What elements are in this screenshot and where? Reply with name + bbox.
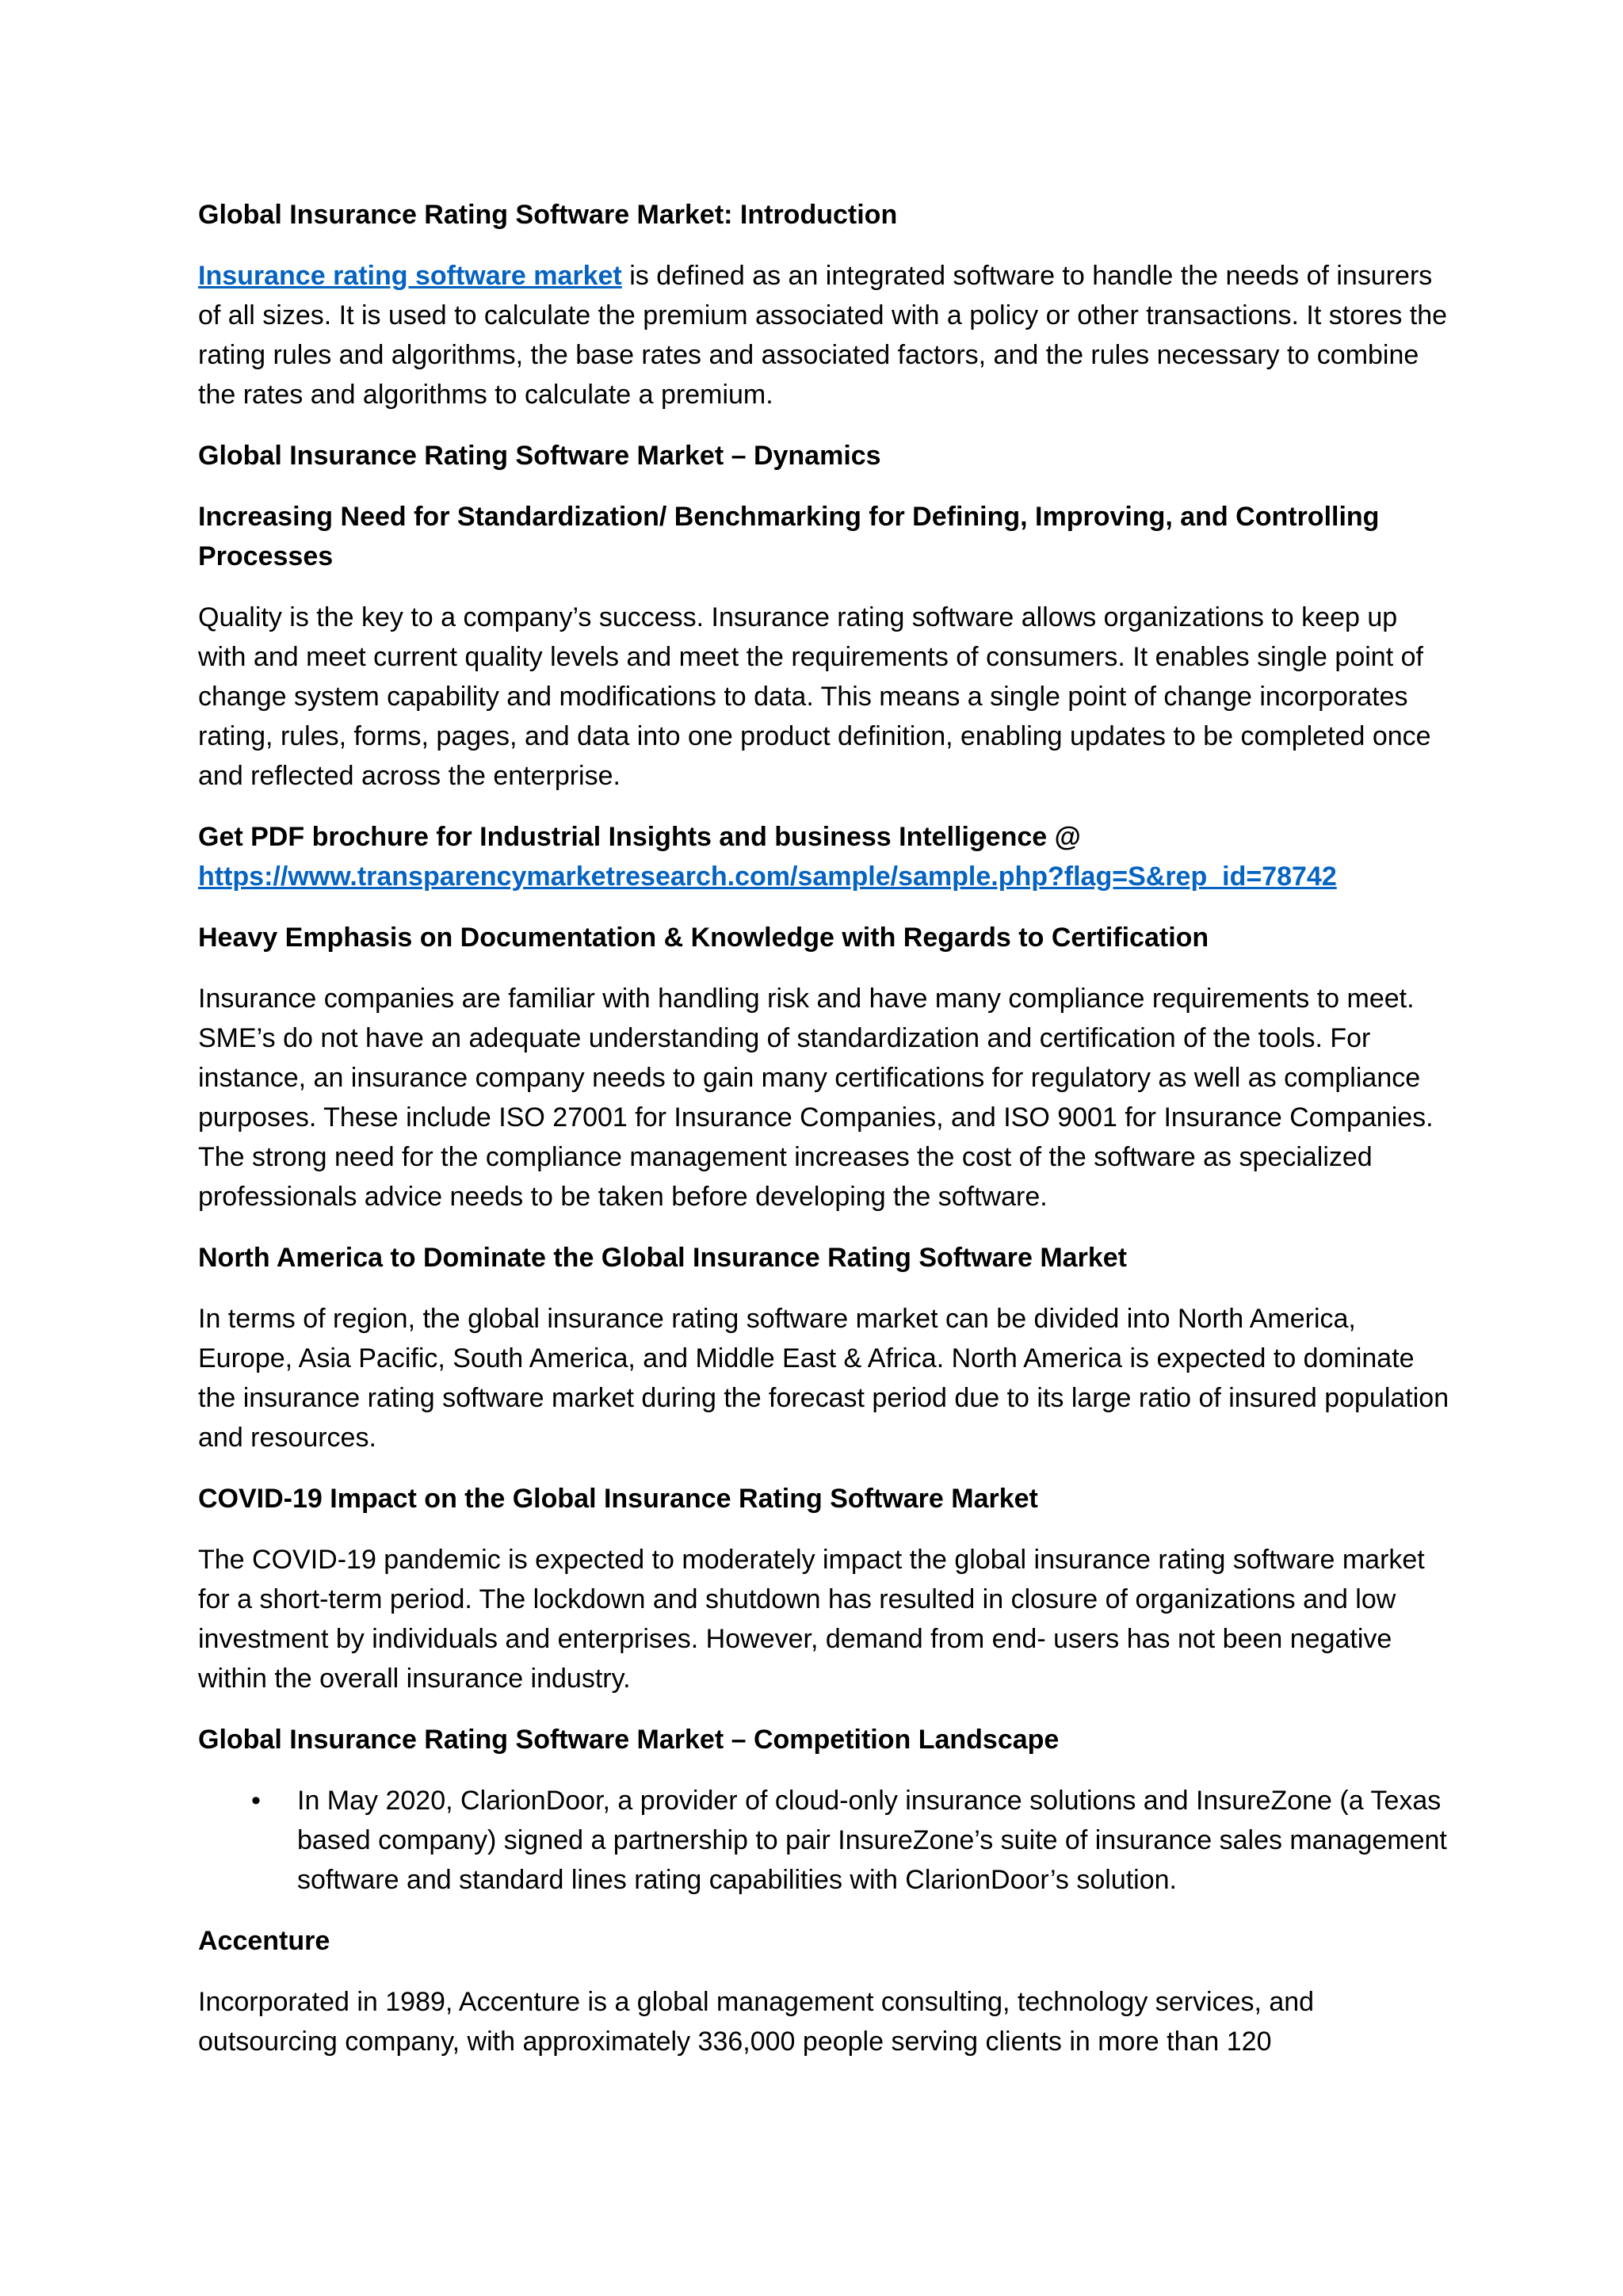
brochure-paragraph (198, 817, 1450, 896)
certification-heading: Heavy Emphasis on Documentation & Knowledge with Regards to Certification (198, 923, 1209, 953)
document-body (198, 195, 1450, 2083)
accenture-paragraph: Incorporated in 1989, Accenture is a global management consulting, technology services, and outsourcing company, with approximately 336,000 people serving clients in more than 120 (198, 1987, 1315, 2057)
north-america-paragraph: In terms of region, the global insurance rating software market can be divided into North America, Europe, Asia Pacific, South America, and Middle East & Africa. North America is expected to dominate the insurance rating software market during the forecast period due to its large ratio of insured population and resources. (198, 1304, 1449, 1453)
list-item (198, 1781, 1450, 1900)
market-link[interactable]: Insurance rating software market (198, 261, 622, 291)
intro-heading: Global Insurance Rating Software Market: Introduction (198, 200, 898, 230)
bullet-icon: • (251, 1786, 261, 1816)
north-america-heading: North America to Dominate the Global Insurance Rating Software Market (198, 1243, 1127, 1273)
brochure-text: Get PDF brochure for Industrial Insights and business Intelligence @ (198, 822, 1081, 852)
intro-text: is defined as an integrated software to handle the needs of insurers of all sizes. It is used to calculate the premium associated with a policy or other transactions. It stores the rating rules and algorithms, the base rates and associated factors, and the rules necessary to combine the rates and algorithms to calculate a premium. (198, 261, 1448, 410)
covid-paragraph: The COVID-19 pandemic is expected to moderately impact the global insurance rating software market for a short-term period. The lockdown and shutdown has resulted in closure of organizations and low investment by individuals and enterprises. However, demand from end- users has not been negative within the overall insurance industry. (198, 1545, 1425, 1694)
dynamics-paragraph: Quality is the key to a company’s success. Insurance rating software allows organizations to keep up with and meet current quality levels and meet the requirements of consumers. It enables single point of change system capability and modifications to data. This means a single point of change incorporates rating, rules, forms, pages, and data into one product definition, enabling updates to be completed once and reflected across the enterprise. (198, 602, 1431, 791)
brochure-link[interactable]: https://www.transparencymarketresearch.com/sample/sample.php?flag=S&rep_id=78742 (198, 861, 1337, 892)
standardization-subheading: Increasing Need for Standardization/ Benchmarking for Defining, Improving, and Controlling Processes (198, 502, 1380, 571)
covid-heading: COVID-19 Impact on the Global Insurance Rating Software Market (198, 1484, 1038, 1514)
intro-paragraph (198, 256, 1450, 415)
competition-list (198, 1781, 1450, 1900)
list-item-text: In May 2020, ClarionDoor, a provider of cloud-only insurance solutions and InsureZone (a Texas based company) signed a partnership to pair InsureZone’s suite of insurance sales management software and standard lines rating capabilities with ClarionDoor’s solution. (297, 1786, 1447, 1895)
certification-paragraph: Insurance companies are familiar with handling risk and have many compliance requirements to meet. SME’s do not have an adequate understanding of standardization and certification of the tools. For instance, an insurance company needs to gain many certifications for regulatory as well as compliance purposes. These include ISO 27001 for Insurance Companies, and ISO 9001 for Insurance Companies. The strong need for the compliance management increases the cost of the software as specialized professionals advice needs to be taken before developing the software. (198, 984, 1434, 1212)
competition-heading: Global Insurance Rating Software Market – Competition Landscape (198, 1725, 1060, 1755)
dynamics-heading: Global Insurance Rating Software Market – Dynamics (198, 441, 881, 471)
accenture-heading: Accenture (198, 1926, 330, 1956)
